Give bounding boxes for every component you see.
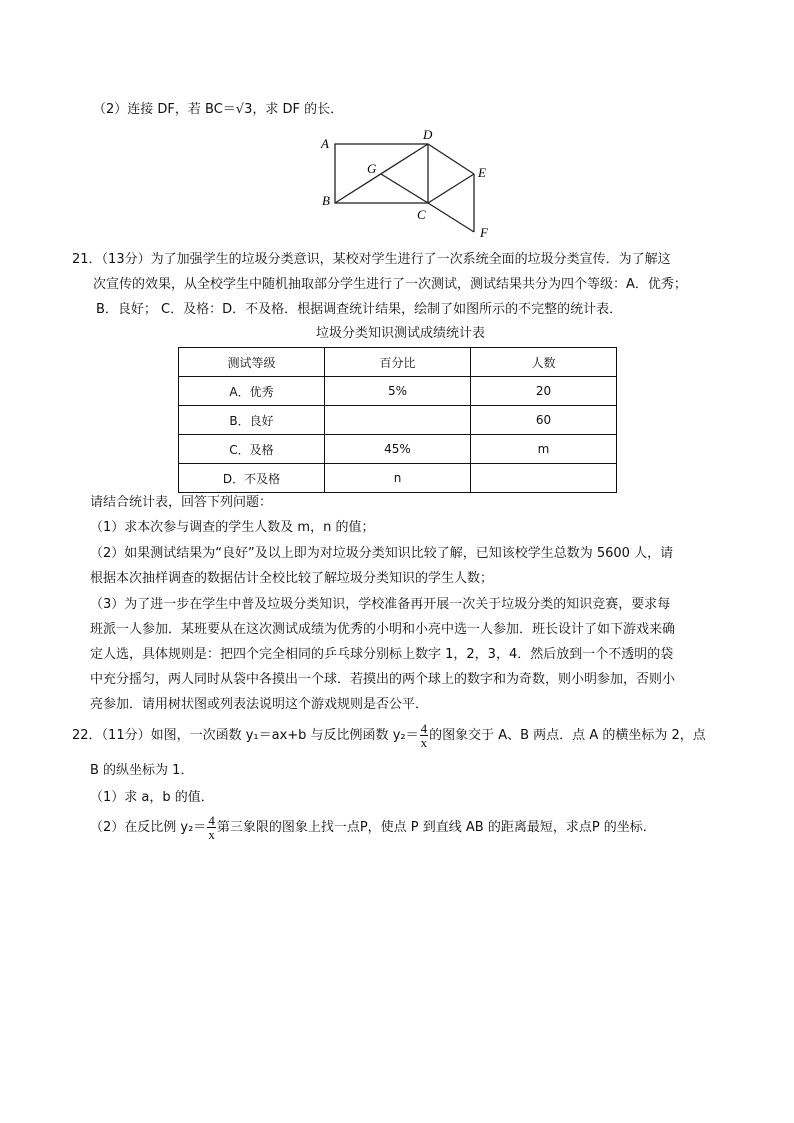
segment-de xyxy=(428,144,474,174)
segment-gc xyxy=(381,174,428,203)
cell: A．优秀 xyxy=(179,377,325,406)
q21-text: （1）求本次参与调查的学生人数及 m，n 的值； xyxy=(90,520,375,535)
geometry-figure xyxy=(310,125,500,240)
q21-text: 定人选，具体规则是：把四个完全相同的乒乓球分别标上数字 1，2，3，4．然后放到一个不透明的袋 xyxy=(90,647,674,662)
label-b: B xyxy=(322,193,330,208)
table-header-row xyxy=(179,348,617,377)
q22-text: 的图象交于 A、B 两点．点 A 的横坐标为 2，点 xyxy=(429,728,706,743)
q21-text: 根据本次抽样调查的数据估计全校比较了解垃圾分类知识的学生人数； xyxy=(90,571,494,586)
label-d: D xyxy=(423,127,433,142)
cell: C．及格 xyxy=(179,435,325,464)
q22-text: （2）在反比例 y₂＝ xyxy=(90,820,207,835)
label-a: A xyxy=(321,136,329,151)
cell: 45% xyxy=(325,435,471,464)
label-g: G xyxy=(367,161,377,176)
q21-line: B．良好； C．及格：D．不及格．根据调查统计结果，绘制了如图所示的不完整的统计表． xyxy=(96,302,623,317)
fraction-4-over-x xyxy=(207,814,216,841)
q21-text: 班派一人参加．某班要从在这次测试成绩为优秀的小明和小亮中选一人参加．班长设计了如下游戏来确 xyxy=(90,622,676,637)
denominator: x xyxy=(420,735,428,750)
label-f: F xyxy=(480,225,488,240)
q22-part1: （1）求 a，b 的值． xyxy=(90,790,214,805)
header-cell: 测试等级 xyxy=(179,348,325,377)
numerator: 4 xyxy=(208,813,215,828)
cell: 20 xyxy=(471,377,617,406)
table-row xyxy=(179,435,617,464)
cell: D．不及格 xyxy=(179,464,325,493)
denominator: x xyxy=(208,827,215,842)
stats-table xyxy=(178,347,617,493)
header-cell: 百分比 xyxy=(325,348,471,377)
q21-text: 中充分摇匀，两人同时从袋中各摸出一个球．若摸出的两个球上的数字和为奇数，则小明参加，否则小 xyxy=(90,672,676,687)
cell: B．良好 xyxy=(179,406,325,435)
header-cell: 人数 xyxy=(471,348,617,377)
segment-cf xyxy=(428,203,474,232)
table-row xyxy=(179,464,617,493)
cell: 60 xyxy=(471,406,617,435)
q21-text: （2）如果测试结果为“良好”及以上即为对垃圾分类知识比较了解，已知该校学生总数为 5600 人，请 xyxy=(90,546,674,561)
q22-line2: B 的纵坐标为 1． xyxy=(90,763,194,778)
q21-text: （3）为了进一步在学生中普及垃圾分类知识，学校准备再开展一次关于垃圾分类的知识竞赛，要求每 xyxy=(90,597,671,612)
segment-ce xyxy=(428,174,474,203)
q21-text: 请结合统计表，回答下列问题： xyxy=(90,495,273,510)
cell: n xyxy=(325,464,471,493)
cell xyxy=(325,406,471,435)
table-row xyxy=(179,377,617,406)
q21-line: 21．（13分）为了加强学生的垃圾分类意识，某校对学生进行了一次系统全面的垃圾分类宣传．为了解这 xyxy=(72,252,671,267)
table-title: 垃圾分类知识测试成绩统计表 xyxy=(316,326,486,341)
cell xyxy=(471,464,617,493)
fraction-4-over-x xyxy=(420,722,429,749)
q20-part2: （2）连接 DF，若 BC＝√3，求 DF 的长． xyxy=(93,102,344,117)
label-e: E xyxy=(478,165,486,180)
cell: 5% xyxy=(325,377,471,406)
q22-text: 22．（11分）如图，一次函数 y₁＝ax+b 与反比例函数 y₂＝ xyxy=(72,728,419,743)
q21-text: 亮参加．请用树状图或列表法说明这个游戏规则是否公平． xyxy=(90,697,429,712)
q21-line: 次宣传的效果，从全校学生中随机抽取部分学生进行了一次测试，测试结果共分为四个等级：A．优秀； xyxy=(93,277,687,292)
cell: m xyxy=(471,435,617,464)
q22-line1 xyxy=(72,722,706,750)
q22-part2 xyxy=(90,814,656,842)
table-row xyxy=(179,406,617,435)
label-c: C xyxy=(417,207,426,222)
numerator: 4 xyxy=(420,721,428,736)
q22-text: 第三象限的图象上找一点P，使点 P 到直线 AB 的距离最短，求点P 的坐标． xyxy=(216,820,656,835)
